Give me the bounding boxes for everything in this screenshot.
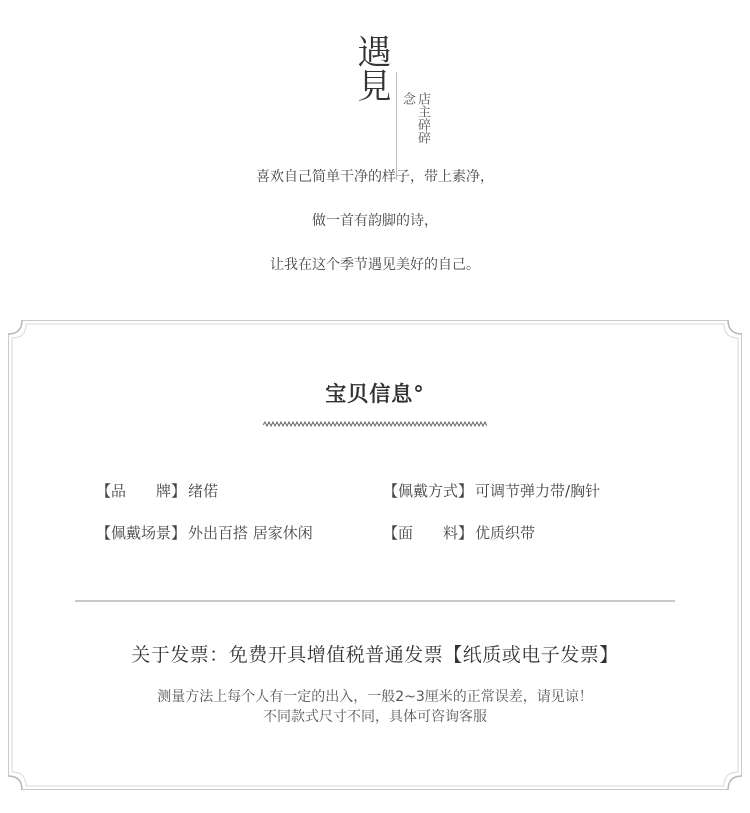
logo-subtitle: 店主碎碎念 bbox=[400, 92, 430, 144]
wave-divider bbox=[263, 420, 487, 430]
info-item-material bbox=[383, 522, 535, 543]
info-key: 【佩戴场景】 bbox=[96, 524, 187, 542]
info-item-occasion bbox=[96, 522, 313, 543]
info-item-wear-method bbox=[383, 480, 600, 501]
size-note: 不同款式尺寸不同，具体可咨询客服 bbox=[263, 709, 487, 725]
info-value: 外出百搭 居家休闲 bbox=[188, 524, 313, 542]
info-item-brand bbox=[96, 480, 218, 501]
logo-divider bbox=[396, 72, 397, 180]
section-title: 宝贝信息° bbox=[325, 382, 425, 406]
info-key: 【品 牌】 bbox=[96, 482, 187, 500]
info-value: 绪偌 bbox=[188, 482, 219, 500]
poem-line: 喜欢自己简单干净的样子，带上素净， bbox=[256, 169, 494, 185]
poem-line: 让我在这个季节遇见美好的自己。 bbox=[270, 257, 480, 273]
info-value: 可调节弹力带/胸针 bbox=[475, 482, 601, 500]
invoice-notice: 关于发票：免费开具增值税普通发票【纸质或电子发票】 bbox=[131, 644, 619, 666]
intro-poem bbox=[0, 166, 750, 298]
brand-logo bbox=[350, 34, 430, 154]
info-key: 【面 料】 bbox=[383, 524, 474, 542]
poem-line: 做一首有韵脚的诗， bbox=[312, 213, 438, 229]
info-key: 【佩戴方式】 bbox=[383, 482, 474, 500]
info-value: 优质织带 bbox=[475, 524, 536, 542]
section-divider bbox=[75, 600, 675, 602]
logo-title: 遇見 bbox=[351, 34, 391, 102]
measurement-note: 测量方法上每个人有一定的出入，一般2~3厘米的正常误差，请见谅！ bbox=[157, 689, 593, 705]
